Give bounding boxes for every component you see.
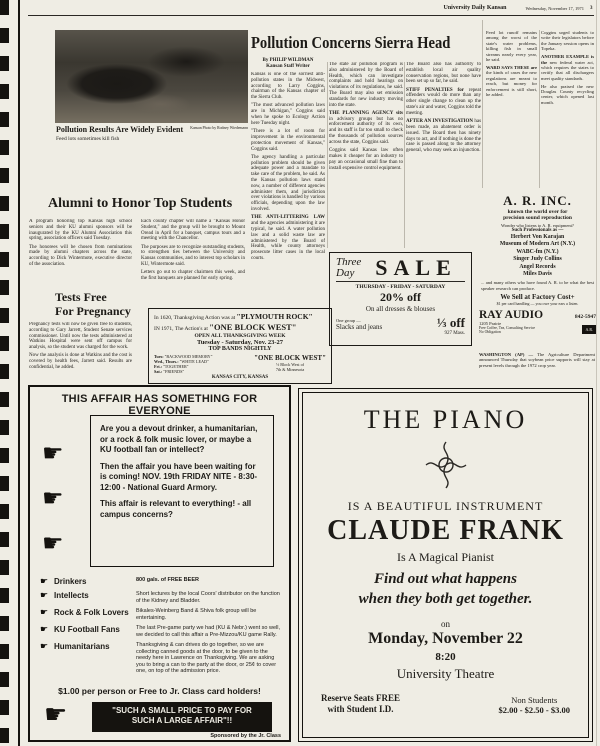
- ar-name: Herbert Von Karajan: [510, 234, 565, 240]
- subhead: WARD SAYS THESE are: [486, 64, 537, 70]
- sale-offer: 20% off: [380, 290, 421, 304]
- paragraph: [251, 215, 325, 261]
- sale-group-row: [336, 315, 465, 331]
- obw-dates: Tuesday - Saturday, Nov. 23-27: [196, 339, 284, 346]
- paragraph-text: The Agriculture Department announced Thursday that soybean price supports will stay at present levels through the 1972 crop year.: [479, 352, 595, 368]
- piano-ad: [298, 388, 593, 742]
- ar-name: WABC-fm (N.Y.): [516, 248, 559, 255]
- lead-headline: Pollution Concerns Sierra Head: [251, 33, 451, 52]
- pointing-hand-icon: ☛: [44, 700, 68, 730]
- band: "FRIENDS": [163, 369, 185, 374]
- bullet-label: Humanitarians: [54, 642, 110, 651]
- day: Tues:: [154, 354, 164, 359]
- ar-factory-cost: We Sell at Factory Cost+: [500, 292, 575, 301]
- page-number: 3: [590, 6, 593, 11]
- paragraph: "The most advanced pollution laws are in Michigan," Coggins said when he spoke to Ecology Action here Tuesday night.: [251, 103, 325, 126]
- ar-more: ... and many others who have found A. R. to be what the best speaker research can produce.: [481, 280, 594, 291]
- alumni-headline: Alumni to Honor Top Students: [48, 196, 233, 211]
- paragraph-text: has been made, an abatement order is issued. The Board then has ninety days to act, and if nothing is done the case is passed along to the attorney general, who may seek an injunction.: [406, 119, 481, 154]
- ar-name: Singer Judy Collins: [513, 256, 562, 263]
- obw-plymouth: "PLYMOUTH ROCK": [236, 312, 313, 321]
- subhead: THE ANTI-LITTERING LAW: [251, 215, 325, 221]
- non-students-price: [498, 695, 570, 715]
- piano-tagline-2: when they both get together.: [358, 591, 533, 607]
- photo-credit: Kansan Photo by Rodney Wiedemann: [190, 126, 248, 130]
- bullet-label: Intellects: [54, 591, 89, 600]
- ar-name: Angel Records: [519, 263, 556, 270]
- paragraph: Pregnancy tests will now be given free to students, according to Gary Jarrett, Student Senate services commissioner. Until now the tests administered at Watkins Hospital were sent off campus for analysis, so the student was charged for the work.: [29, 322, 132, 351]
- right-edge-line: [596, 0, 597, 746]
- reserve-line-2: with Student I.D.: [327, 704, 394, 714]
- ar-intro-2: Such Professionals as —: [511, 228, 564, 233]
- pointing-hand-icon: ☛: [40, 608, 49, 618]
- day: Sat.:: [154, 369, 163, 374]
- affair-sponsor: Sponsored by the Jr. Class: [210, 733, 281, 739]
- bullet-desc: The last Pre-game party we had (KU & Nebr.) went so well, we decided to call this affair a Pre-Mizzou/KU game Rally.: [136, 625, 280, 638]
- paragraph: The Board also has authority to establish local air quality conservation regions, but none have been set up so far, he said.: [406, 62, 481, 85]
- paragraph: Each county chapter will name a "Kansas Honor Student," and the group will be brought to Mount Oread in April for a banquet, campus tours and a meeting with the Chancellor.: [141, 219, 245, 242]
- band: "WHITE LEAD": [179, 359, 209, 364]
- paragraph: Feed lot runoff remains among the worst of the state's water problems, killing fish in small streams nearly every year, he said.: [486, 30, 537, 63]
- paragraph: The purposes are to recognize outstanding students, to strengthen ties between the University and Kansas communities, and to interest top scholars in KU, Wintermote said.: [141, 244, 245, 268]
- bullet-label: Rock & Folk Lovers: [54, 608, 129, 617]
- sale-address: 927 Mass.: [444, 331, 465, 336]
- lead-byline: [251, 58, 325, 70]
- paragraph: Kansas is one of the sorriest anti-pollution states in the Midwest, according to Larry Coggins, chairman of the Kansas chapter of the Sierra Club.: [251, 72, 325, 101]
- bullet-row: [40, 642, 281, 675]
- paragraph: [486, 65, 537, 97]
- piano-ad-inner: [302, 392, 589, 738]
- ray-audio-address: 1205 Prairie: [479, 320, 502, 326]
- paragraph-text: and the agencies administering it are typical, he said. A water pollution law and a solid waste law are administered by the Board of Health, while county attorneys prosecute litter cases in the local courts.: [251, 221, 325, 261]
- subhead: ANOTHER EXAMPLE is the: [541, 54, 594, 65]
- price-line-2: $2.00 - $2.50 - $3.00: [498, 705, 570, 715]
- ar-handling: $1 per card handling — you owe your ears a listen.: [496, 300, 579, 306]
- piano-tagline-1: Find out what happens: [374, 571, 517, 587]
- bullet-row: [40, 608, 281, 621]
- piano-subtitle: IS A BEAUTIFUL INSTRUMENT: [347, 499, 544, 513]
- price-line-1: Non Students: [511, 695, 558, 705]
- obw-addr1: ½ Block West of: [276, 362, 305, 367]
- bullet-desc: Short lectures by the local Coors' distributor on the function of the Kidney and Bladder.: [136, 591, 280, 604]
- paragraph-text: in advisory groups but has no enforcement authority of its own, and its staff is far too small to check the thousands of pollution sources across the state, Coggins said.: [329, 116, 403, 145]
- pointing-hand-icon: ☛: [40, 591, 49, 601]
- subhead: WASHINGTON (AP) —: [479, 352, 534, 357]
- piano-on: on: [441, 619, 450, 629]
- paragraph: "There is a lot of room for improvement in the environmental protection movement of Kansas," Coggins said.: [251, 129, 325, 152]
- pointing-hand-icon: ☛: [40, 577, 49, 587]
- sale-group-label: One group —: [336, 318, 361, 323]
- band: "BACKWOOD MEMORY": [164, 354, 213, 359]
- reserve-line-1: Reserve Seats FREE: [321, 693, 400, 703]
- ar-title: A. R. INC.: [503, 193, 572, 208]
- concert-time: 8:20: [435, 651, 456, 663]
- sale-word: Day: [336, 267, 355, 279]
- obw-name-repeat: "ONE BLOCK WEST": [254, 354, 326, 362]
- paragraph: [406, 119, 481, 154]
- obw-address-block: [254, 354, 326, 374]
- obw-bands: TOP BANDS NIGHTLY: [208, 346, 272, 352]
- byline-name: By PHILIP WILDMAN: [262, 58, 314, 63]
- ar-name: Museum of Modern Art (N.Y.): [499, 241, 576, 248]
- ar-intro-1: Wonder who listens to A. R. equipment?: [501, 223, 574, 228]
- bullet-row: [40, 625, 281, 638]
- paragraph: Coggins said Kansas law often makes it cheaper for an industry to pay an occasional small fine than to install expensive control equipment.: [329, 148, 403, 171]
- sale-word: Three: [336, 256, 362, 268]
- pianist-name: CLAUDE FRANK: [327, 515, 564, 546]
- obw-city: KANSAS CITY, KANSAS: [211, 375, 269, 380]
- obw-text: IN 1971, The Action's at: [154, 326, 208, 332]
- affair-bullets: [40, 577, 281, 675]
- obw-text: In 1620, Thanksgiving Action was at: [154, 315, 236, 321]
- ray-audio-obligation: No Obligation: [479, 329, 501, 334]
- paragraph: [479, 352, 595, 368]
- concert-date: Monday, November 22: [368, 630, 523, 647]
- affair-intro-2: Then the affair you have been waiting for is coming! NOV. 19th FRIDAY NITE - 8:30-12:00 - National Guard Armory.: [100, 461, 258, 492]
- obw-line-1: [154, 312, 326, 321]
- affair-banner: "SUCH A SMALL PRICE TO PAY FOR SUCH A LARGE AFFAIR"!!: [92, 702, 272, 732]
- obw-open-week: OPEN ALL THANKSGIVING WEEK: [194, 333, 286, 339]
- bullet-desc: Thanksgiving & can drives do go together, so we are collecting canned goods at the door, to be given to the needy here in Lawrence on Thanksgiving. We are asking you to bring a can to the party at the door, or 25¢ to cover one, on top of the admission price.: [136, 642, 277, 674]
- bullet-desc: 800 gals. of FREE BEER: [136, 577, 199, 583]
- wire-brief: [479, 352, 595, 384]
- ray-audio-name: RAY AUDIO: [479, 308, 544, 321]
- sale-third-off: ⅓ off: [436, 315, 465, 330]
- sale-title: SALE: [375, 255, 457, 280]
- reserve-seats: [321, 693, 400, 715]
- masthead-date: Wednesday, November 17, 1971: [525, 6, 584, 11]
- tests-headline-line2: For Pregnancy: [55, 303, 131, 318]
- obw-name: "ONE BLOCK WEST": [209, 322, 297, 332]
- subhead: AFTER AN INVESTIGATION: [406, 119, 474, 125]
- day: Fri.:: [154, 364, 163, 369]
- column-rule: [404, 62, 405, 248]
- sale-group-item: Slacks and jeans: [336, 323, 383, 331]
- piano-title: THE PIANO: [363, 405, 528, 434]
- photo-caption: Pollution Results Are Widely Evident: [56, 125, 184, 134]
- ray-audio-footer: [479, 321, 596, 334]
- sale-offer-sub: On all dresses & blouses: [365, 305, 436, 313]
- affair-ad: [28, 385, 291, 742]
- bullet-label: KU Football Fans: [54, 625, 120, 634]
- paragraph: Letters go out to chapter chairmen this week, and the first banquets are planned for early spring.: [141, 270, 245, 282]
- paragraph: The honorees will be chosen from nominations made by alumni chapters across the state, according to Dick Wintermote, executive director of the association.: [29, 244, 132, 268]
- ray-audio-service: Free Coffee, Tea, Consulting Service: [479, 325, 536, 330]
- ar-professionals: [479, 234, 596, 278]
- masthead-title: University Daily Kansan: [443, 5, 507, 11]
- alumni-col-b: [141, 219, 245, 305]
- lead-col-4: [486, 30, 537, 188]
- column-rule: [327, 62, 328, 248]
- pointing-hand-icon: ☛: [42, 484, 64, 512]
- sale-ad: [329, 252, 472, 346]
- tests-headline-line1: Tests Free: [55, 290, 107, 304]
- ar-ad: [479, 193, 596, 347]
- photo-subcaption: Feed lots sometimes kill fish: [56, 136, 120, 142]
- bullet-row: [40, 577, 281, 587]
- affair-intro-1: Are you a devout drinker, a humanitarian, or a rock & folk music lover, or maybe a KU football fan or intellect?: [100, 424, 258, 454]
- sale-group: [336, 318, 382, 331]
- lead-col-2: [329, 62, 403, 249]
- paragraph-text: the kinds of cases the new regulations are meant to reach, but money for enforcement is still short, he added.: [486, 70, 537, 97]
- one-block-west-ad: [148, 308, 332, 384]
- schedule-line: [154, 369, 212, 374]
- concert-venue: University Theatre: [396, 666, 495, 681]
- obw-addr2: 7th & Minnesota: [275, 367, 305, 372]
- ar-name: Miles Davis: [523, 271, 552, 278]
- paragraph: He also praised the new Douglas County recycling center, which opened last month.: [541, 83, 594, 105]
- obw-schedule: [154, 354, 212, 374]
- tests-body: [29, 322, 132, 383]
- film-edge-marks: [0, 0, 9, 746]
- paragraph: [329, 111, 403, 146]
- band: "TOGETHER": [163, 364, 189, 369]
- bullet-desc: Bikales-Weinberg Band & Shiva folk group will be entertaining.: [136, 608, 257, 621]
- pointing-hand-icon: ☛: [40, 642, 49, 652]
- byline-role: Kansan Staff Writer: [266, 64, 310, 69]
- alumni-col-a: [29, 219, 132, 287]
- ar-tagline-2: precision sound reproduction: [503, 215, 572, 221]
- tests-headline: [55, 291, 131, 318]
- lead-col-3: [406, 62, 481, 249]
- paragraph: The state air pollution program is also administered by the Board of Health, which can investigate complaints and hold hearings on violations of its regulations, he said. The Board may also set emission standards for new industry moving into the state.: [329, 62, 403, 108]
- paragraph: [406, 88, 481, 117]
- ray-audio-phone: 842-5947: [574, 313, 596, 320]
- paragraph: A program honoring top Kansas high school seniors and their KU alumni sponsors will be inaugurated by the KU Alumni Association this spring, association officers said Tuesday.: [29, 219, 132, 242]
- sale-three-day: [336, 257, 361, 279]
- paragraph: Now the analysis is done at Watkins and the cost is covered by health fees, Jarrett said. Results are confidential, he added.: [29, 353, 132, 371]
- lead-col-1: [251, 72, 325, 304]
- bullet-label: Drinkers: [54, 577, 87, 586]
- pianist-subtitle: Is A Magical Pianist: [397, 550, 494, 564]
- pointing-hand-icon: ☛: [42, 439, 64, 467]
- ar-badge: A.R.: [582, 325, 596, 334]
- affair-title: THIS AFFAIR HAS SOMETHING FOR EVERYONE: [61, 393, 258, 417]
- subhead: THE PLANNING AGENCY sits: [329, 110, 403, 116]
- ray-audio-info: [479, 321, 535, 334]
- subhead: STIFF PENALTIES for: [406, 87, 464, 93]
- sale-days: THURSDAY - FRIDAY - SATURDAY: [355, 284, 446, 290]
- column-rule: [539, 30, 540, 188]
- film-edge-line: [18, 0, 20, 746]
- paragraph: [541, 54, 594, 81]
- ornament-icon: [423, 439, 469, 496]
- ar-tagline-1: known the world over for: [507, 209, 568, 215]
- ray-audio-row: [479, 309, 596, 321]
- paragraph: Coggins urged students to write their legislators before the January session opens in Topeka.: [541, 30, 594, 52]
- masthead-rule: [28, 15, 594, 16]
- obw-schedule-row: [154, 354, 326, 374]
- bullet-row: [40, 591, 281, 604]
- lead-col-5: [541, 30, 594, 188]
- pollution-photo: [55, 30, 248, 123]
- affair-intro-3: This affair is relevant to everything! - all campus concerns?: [100, 499, 252, 519]
- sale-header: [336, 257, 465, 279]
- sale-rule: [336, 281, 465, 282]
- pointing-hand-icon: ☛: [40, 625, 49, 635]
- paragraph: The agency handling a particular pollution problem should be given adequate power and a mandate to take care of the problem, he said. As the Kansas pollution laws stand now, a number of different agencies administer them, and jurisdiction over violations is handled by various officials, depending upon the law involved.: [251, 154, 325, 213]
- day: Wed., Thurs.:: [154, 359, 179, 364]
- paragraph-text: repeat offenders would do more than any other single change to clean up the state's air and water, Coggins told the meeting.: [406, 87, 481, 116]
- affair-price: $1.00 per person or Free to Jr. Class card holders!: [58, 686, 261, 696]
- obw-line-2: [154, 322, 326, 332]
- pointing-hand-icon: ☛: [42, 529, 64, 557]
- column-rule: [482, 20, 483, 188]
- paragraph-text: new federal water act, which requires the states to certify that all dischargers meet quality standards.: [541, 59, 594, 81]
- affair-intro-box: [90, 415, 274, 567]
